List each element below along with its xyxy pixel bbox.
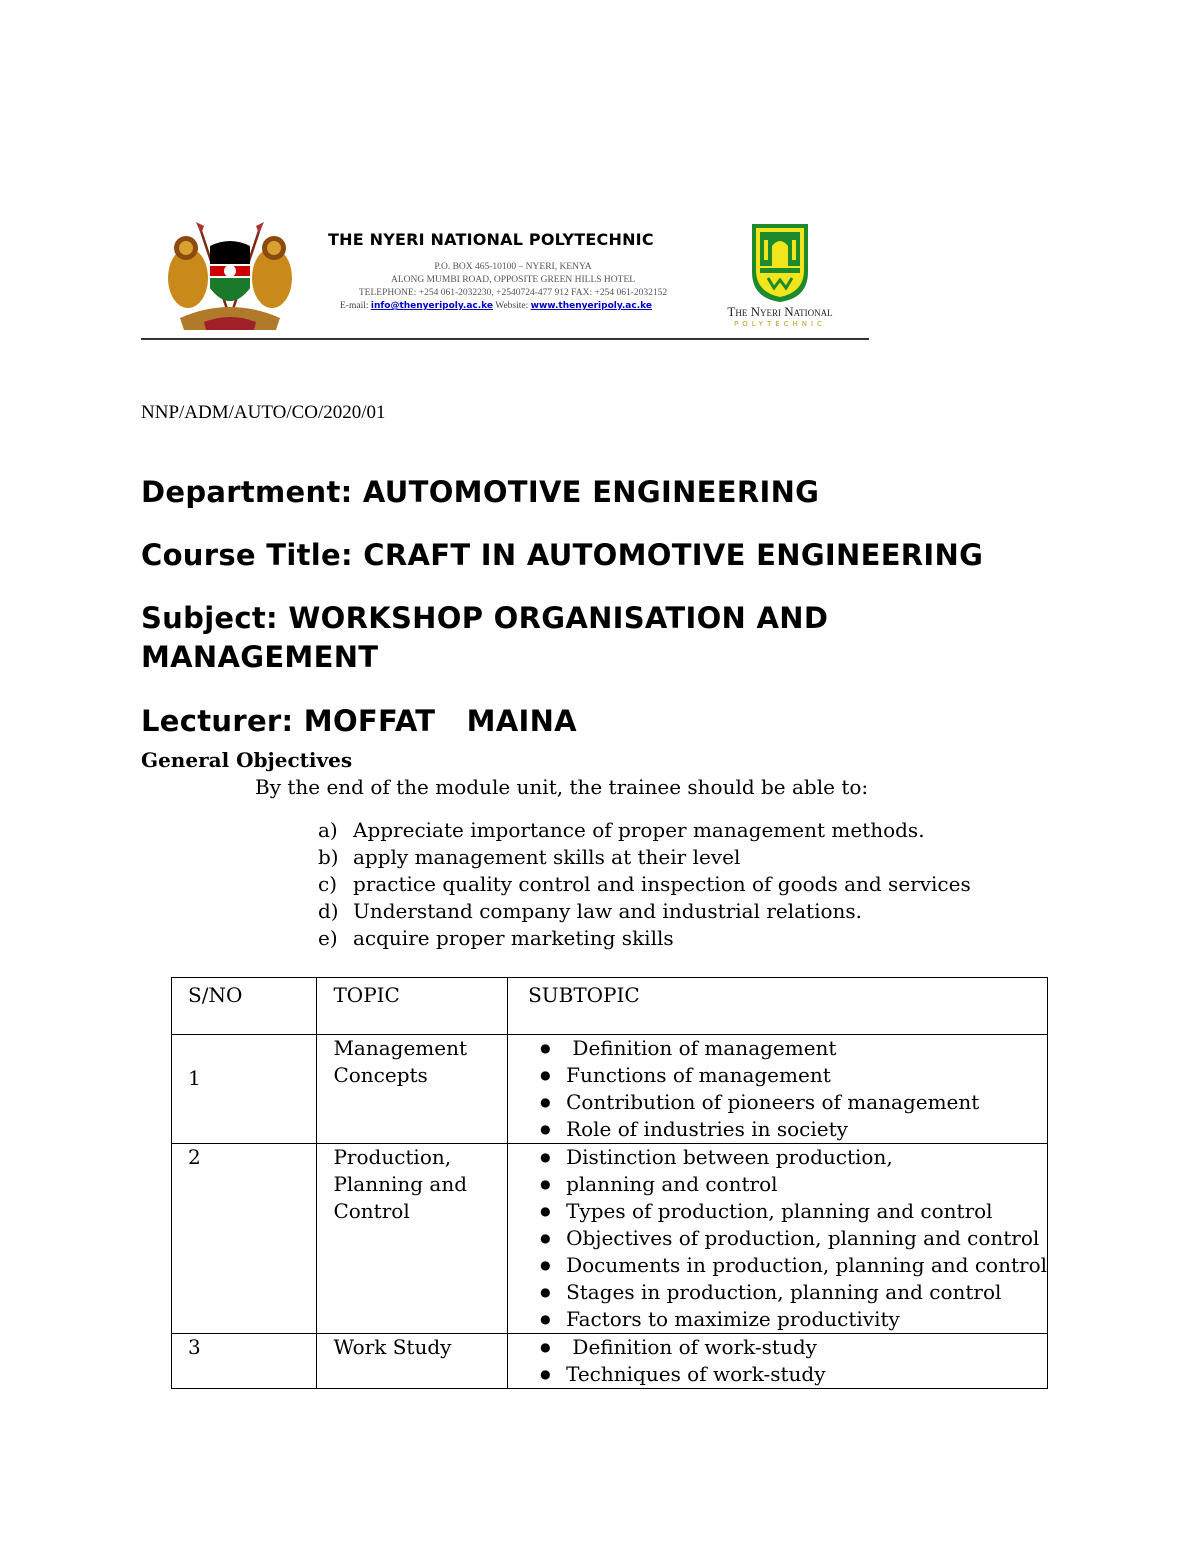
row-topic: Work Study [333,1335,452,1359]
list-item: ● Objectives of production, planning and control [528,1225,1047,1252]
email-link[interactable]: info@thenyeripoly.ac.ke [370,301,494,311]
objective-text: acquire proper marketing skills [353,926,674,950]
list-item: ● Documents in production, planning and control [528,1252,1047,1279]
address-line-2: ALONG MUMBI ROAD, OPPOSITE GREEN HILLS HOTEL [390,275,636,285]
objective-text: Appreciate importance of proper management methods. [353,818,925,842]
objective-text: Understand company law and industrial relations. [353,899,863,923]
objective-letter: c) [318,872,338,896]
department-heading: Department: AUTOMOTIVE ENGINEERING [141,475,820,509]
list-item: ● Distinction between production, [528,1144,1047,1171]
row-sno-cell [172,1334,317,1389]
website-label: Website: [495,301,529,311]
row-sno-cell [172,1144,317,1334]
subtopic-list [528,1334,1047,1388]
objective-item [318,926,674,950]
polytechnic-logo-icon [748,222,812,304]
list-item: ● Stages in production, planning and control [528,1279,1047,1306]
list-item: ● Definition of work-study [528,1334,1047,1361]
objective-letter: d) [318,899,339,923]
objective-item [318,899,862,923]
objective-letter: b) [318,845,339,869]
list-item: ● Factors to maximize productivity [528,1306,1047,1333]
objective-item [318,872,971,896]
header-topic-label: TOPIC [333,983,400,1007]
address-line-1: P.O. BOX 465-10100 – NYERI, KENYA [434,262,592,272]
general-objectives-title: General Objectives [141,748,353,772]
table-header-row [172,978,1048,1035]
email-label: E-mail: [340,301,369,311]
row-topic-cell [317,1144,508,1334]
row-topic: Management Concepts [333,1036,468,1087]
header-sno-label: S/NO [188,983,243,1007]
row-sno: 2 [188,1145,201,1169]
course-title-heading: Course Title: CRAFT IN AUTOMOTIVE ENGINEERING [141,538,984,572]
header-subtopic-label: SUBTOPIC [528,983,640,1007]
subject-heading-line-2: MANAGEMENT [141,640,379,674]
objective-item [318,818,925,842]
logo-text-line-1: The Nyeri National [727,304,833,319]
row-sno: 1 [188,1066,201,1090]
list-item: ● Role of industries in society [528,1116,1047,1143]
objectives-intro: By the end of the module unit, the trainee should be able to: [255,775,869,799]
header-sno [172,978,317,1035]
objective-letter: a) [318,818,338,842]
list-item: ● Types of production, planning and control [528,1198,1047,1225]
institution-name: THE NYERI NATIONAL POLYTECHNIC [328,230,654,249]
row-sno-cell [172,1035,317,1144]
objective-text: apply management skills at their level [353,845,741,869]
table-row [172,1035,1048,1144]
row-topic-cell [317,1035,508,1144]
row-sno: 3 [188,1335,201,1359]
website-link[interactable]: www.thenyeripoly.ac.ke [530,301,652,311]
document-reference: NNP/ADM/AUTO/CO/2020/01 [141,402,386,423]
table-row [172,1144,1048,1334]
row-topic-cell [317,1334,508,1389]
objective-item [318,845,740,869]
letterhead-divider [141,338,869,340]
row-subtopic-cell [508,1035,1048,1144]
subject-heading-line-1: Subject: WORKSHOP ORGANISATION AND [141,601,829,635]
telephone-line: TELEPHONE: +254 061-2032230, +2540724-477 912 FAX: +254 061-2032152 [358,288,668,298]
email-website-line [340,301,652,311]
logo-text-line-2: POLYTECHNIC [733,320,826,328]
objective-letter: e) [318,926,338,950]
list-item: ● planning and control [528,1171,1047,1198]
row-subtopic-cell [508,1334,1048,1389]
kenya-coat-of-arms-icon [160,218,300,336]
list-item: ● Contribution of pioneers of management [528,1089,1047,1116]
table-row [172,1334,1048,1389]
header-subtopic [508,978,1048,1035]
row-topic: Production, Planning and Control [333,1145,468,1223]
subtopic-list [528,1035,1047,1143]
objective-text: practice quality control and inspection of goods and services [353,872,971,896]
list-item: ● Functions of management [528,1062,1047,1089]
header-topic [317,978,508,1035]
row-subtopic-cell [508,1144,1048,1334]
subtopic-list [528,1144,1047,1333]
syllabus-table [171,977,1048,1389]
list-item: ● Definition of management [528,1035,1047,1062]
list-item: ● Techniques of work-study [528,1361,1047,1388]
lecturer-heading: Lecturer: MOFFAT MAINA [141,704,577,738]
